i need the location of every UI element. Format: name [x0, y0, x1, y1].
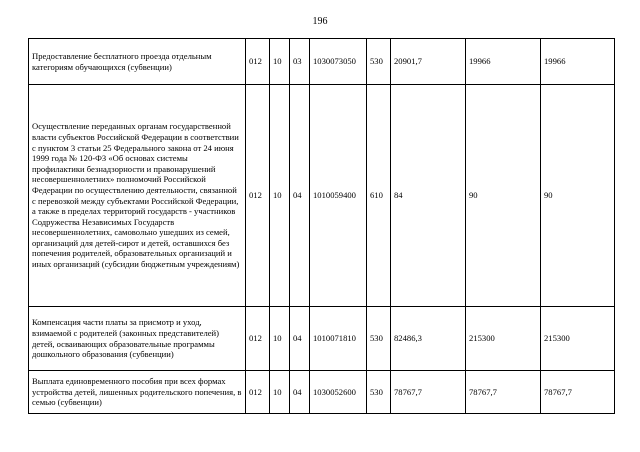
expense-type-code: 610	[367, 85, 391, 307]
table-row	[29, 39, 615, 85]
amount-year-1: 84	[391, 85, 466, 307]
row-description: Выплата единовременного пособия при всех формах устройства детей, лишенных родительского попечения, в семью (субвенции)	[29, 371, 246, 414]
amount-year-2: 78767,7	[466, 371, 541, 414]
ministry-code: 012	[246, 307, 270, 371]
expense-type-code: 530	[367, 371, 391, 414]
budget-table	[28, 38, 615, 414]
target-article-code: 1010071810	[310, 307, 367, 371]
ministry-code: 012	[246, 371, 270, 414]
amount-year-1: 82486,3	[391, 307, 466, 371]
target-article-code: 1010059400	[310, 85, 367, 307]
table-row	[29, 307, 615, 371]
target-article-code: 1030052600	[310, 371, 367, 414]
table-row	[29, 85, 615, 307]
row-description: Предоставление бесплатного проезда отдельным категориям обучающихся (субвенции)	[29, 39, 246, 85]
subsection-code: 03	[290, 39, 310, 85]
section-code: 10	[270, 307, 290, 371]
section-code: 10	[270, 371, 290, 414]
row-description: Компенсация части платы за присмотр и уход, взимаемой с родителей (законных представителей) детей, осваивающих образовательные программы дошкольного образования (субвенции)	[29, 307, 246, 371]
target-article-code: 1030073050	[310, 39, 367, 85]
amount-year-3: 19966	[541, 39, 615, 85]
expense-type-code: 530	[367, 307, 391, 371]
subsection-code: 04	[290, 85, 310, 307]
page-number: 196	[312, 16, 328, 27]
subsection-code: 04	[290, 371, 310, 414]
amount-year-3: 78767,7	[541, 371, 615, 414]
subsection-code: 04	[290, 307, 310, 371]
amount-year-2: 19966	[466, 39, 541, 85]
amount-year-1: 78767,7	[391, 371, 466, 414]
amount-year-2: 215300	[466, 307, 541, 371]
section-code: 10	[270, 85, 290, 307]
table-row	[29, 371, 615, 414]
amount-year-1: 20901,7	[391, 39, 466, 85]
expense-type-code: 530	[367, 39, 391, 85]
amount-year-3: 90	[541, 85, 615, 307]
row-description: Осуществление переданных органам государственной власти субъектов Российской Федерации в соответствии с пунктом 3 статьи 25 Федерального закона от 24 июня 1999 года № 120-ФЗ «Об основах системы профилактики безнадзорности и правонарушений несовершеннолетних» полномочий Российской Федерации по осуществлению деятельности, связанной с перевозкой между субъектами Российской Федерации, а также в пределах территорий государств - участников Содружества Независимых Государств несовершеннолетних, самовольно ушедших из семей, организаций для детей-сирот и детей, оставшихся без попечения родителей, образовательных организаций и иных организаций (субсидии бюджетным учреждениям)	[29, 85, 246, 307]
amount-year-2: 90	[466, 85, 541, 307]
amount-year-3: 215300	[541, 307, 615, 371]
ministry-code: 012	[246, 39, 270, 85]
section-code: 10	[270, 39, 290, 85]
ministry-code: 012	[246, 85, 270, 307]
